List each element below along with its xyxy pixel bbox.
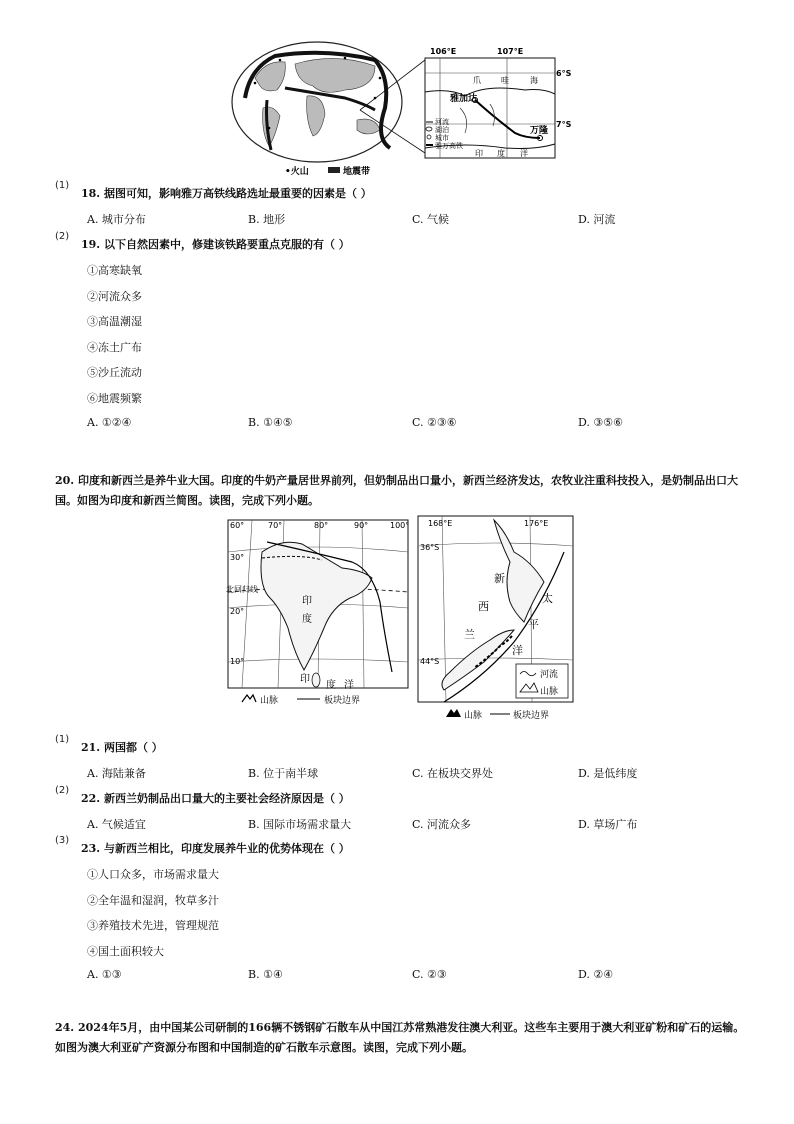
- q19-option-b[interactable]: B. ①④⑤: [248, 416, 293, 429]
- question-18-stem: 18. 据图可知，影响雅万高铁线路选址最重要的因素是（ ）: [81, 187, 372, 200]
- lon-label-106: 106°E: [430, 47, 457, 56]
- svg-text:城市: 城市: [435, 134, 449, 142]
- legend-plate-boundary: 板块边界: [513, 711, 550, 721]
- place-label: 印: [302, 596, 312, 607]
- q23-item: ③养殖技术先进，管理规范: [87, 919, 219, 932]
- tropic-of-cancer-label: 北回归线: [226, 585, 258, 594]
- legend-seismic-swatch: [328, 167, 340, 173]
- legend-mountain: 山脉: [540, 687, 559, 697]
- sub-question-number: (3): [55, 835, 70, 846]
- q21-option-c[interactable]: C. 在板块交界处: [412, 767, 494, 780]
- place-label: 爪: [473, 76, 481, 85]
- q21-option-d[interactable]: D. 是低纬度: [578, 767, 638, 780]
- q21-option-b[interactable]: B. 位于南半球: [248, 767, 319, 780]
- place-label-jakarta: 雅加达: [450, 94, 478, 104]
- question-21-stem: 21. 两国都（ ）: [81, 741, 163, 754]
- question-22-stem: 22. 新西兰奶制品出口量大的主要社会经济原因是（ ）: [81, 792, 350, 805]
- q23-option-d[interactable]: D. ②④: [578, 968, 614, 981]
- place-label: 洋: [520, 149, 528, 158]
- lon-label: 80°: [314, 521, 329, 530]
- legend-mountain: 山脉: [260, 696, 279, 706]
- legend-seismic-belt: 地震带: [343, 167, 371, 177]
- lat-label-6s: 6°S: [556, 69, 572, 78]
- question-19-stem: 19. 以下自然因素中，修建该铁路要重点克服的有（ ）: [81, 238, 350, 251]
- lat-label: 20°: [230, 607, 245, 616]
- place-label: 度: [302, 614, 312, 625]
- q19-item: ④冻土广布: [87, 341, 142, 354]
- q23-option-c[interactable]: C. ②③: [412, 968, 447, 981]
- q23-option-b[interactable]: B. ①④: [248, 968, 283, 981]
- sub-question-number: (2): [55, 785, 70, 796]
- legend-volcano: •火山: [285, 167, 309, 177]
- lon-label: 100°: [390, 521, 410, 530]
- legend-river: 河流: [540, 670, 559, 680]
- q22-option-a[interactable]: A. 气候适宜: [87, 818, 146, 831]
- place-label: 洋: [512, 644, 523, 657]
- q18-option-c[interactable]: C. 气候: [412, 213, 450, 226]
- q22-option-d[interactable]: D. 草场广布: [578, 818, 638, 831]
- figure-india-map: [222, 512, 412, 707]
- q19-item: ⑥地震频繁: [87, 392, 142, 405]
- place-label: 海: [530, 76, 538, 85]
- place-label: 太: [542, 592, 553, 605]
- lat-label: 10°: [230, 657, 245, 666]
- sub-question-number: (2): [55, 231, 70, 242]
- lon-label-107: 107°E: [497, 47, 524, 56]
- q19-item: ③高温潮湿: [87, 315, 142, 328]
- place-label: 度: [497, 149, 505, 158]
- lat-label: 30°: [230, 553, 245, 562]
- q19-item: ①高寒缺氧: [87, 264, 142, 277]
- lon-label: 168°E: [428, 519, 453, 528]
- q23-item: ②全年温和湿润，牧草多汁: [87, 894, 219, 907]
- sub-question-number: (1): [55, 180, 70, 191]
- place-label-bandung: 万隆: [530, 126, 549, 136]
- lon-label: 176°E: [524, 519, 549, 528]
- svg-text:雅万高铁: 雅万高铁: [435, 142, 463, 150]
- question-23-stem: 23. 与新西兰相比，印度发展养牛业的优势体现在（ ）: [81, 842, 350, 855]
- q23-item: ①人口众多，市场需求量大: [87, 868, 219, 881]
- place-label: 西: [478, 600, 489, 613]
- question-24-intro: 24. 2024年5月，由中国某公司研制的166辆不锈钢矿石散车从中国江苏常熟港发往澳大利亚。这些车主要用于澳大利亚矿粉和矿石的运输。如图为澳大利亚矿产资源分布图和中国制造的矿石散车示意图。读图，完成下列小题。: [55, 1021, 745, 1054]
- q22-option-b[interactable]: B. 国际市场需求量大: [248, 818, 352, 831]
- q22-option-c[interactable]: C. 河流众多: [412, 818, 472, 831]
- legend-plate-boundary: 板块边界: [324, 696, 361, 706]
- legend-mountain: 山脉: [464, 711, 483, 721]
- q19-option-c[interactable]: C. ②③⑥: [412, 416, 457, 429]
- lat-label: 44°S: [420, 657, 440, 666]
- place-label: 哇: [501, 76, 509, 85]
- q21-option-a[interactable]: A. 海陆兼备: [87, 767, 146, 780]
- lon-label: 60°: [230, 521, 245, 530]
- sub-question-number: (1): [55, 734, 70, 745]
- lon-label: 90°: [354, 521, 369, 530]
- q18-option-d[interactable]: D. 河流: [578, 213, 616, 226]
- place-label: 印: [475, 149, 483, 158]
- place-label: 印: [300, 674, 310, 685]
- place-label: 洋: [344, 680, 354, 691]
- place-label: 度: [326, 680, 336, 691]
- svg-text:河流: 河流: [435, 118, 449, 126]
- question-20-intro: 20. 印度和新西兰是养牛业大国。印度的牛奶产量居世界前列，但奶制品出口量小，新西兰经济发达，农牧业注重科技投入，是奶制品出口大国。如图为印度和新西兰简图。读图，完成下列小题。: [55, 474, 738, 507]
- lat-label-7s: 7°S: [556, 120, 572, 129]
- mountain-icon: [446, 709, 461, 717]
- lat-label: 36°S: [420, 543, 440, 552]
- q19-item: ②河流众多: [87, 290, 142, 303]
- q23-item: ④国土面积较大: [87, 945, 164, 958]
- q18-option-a[interactable]: A. 城市分布: [87, 213, 146, 226]
- q19-item: ⑤沙丘流动: [87, 366, 142, 379]
- figure-newzealand-map: [414, 512, 579, 722]
- q19-option-a[interactable]: A. ①②④: [87, 416, 132, 429]
- mountain-icon: [242, 695, 256, 702]
- lon-label: 70°: [268, 521, 283, 530]
- q18-option-b[interactable]: B. 地形: [248, 213, 286, 226]
- place-label: 平: [528, 618, 539, 631]
- svg-text:湖泊: 湖泊: [435, 126, 449, 134]
- figure-world-java-map: [225, 38, 575, 178]
- q19-option-d[interactable]: D. ③⑤⑥: [578, 416, 624, 429]
- place-label: 新: [494, 572, 505, 585]
- place-label: 兰: [464, 628, 475, 641]
- q23-option-a[interactable]: A. ①③: [87, 968, 122, 981]
